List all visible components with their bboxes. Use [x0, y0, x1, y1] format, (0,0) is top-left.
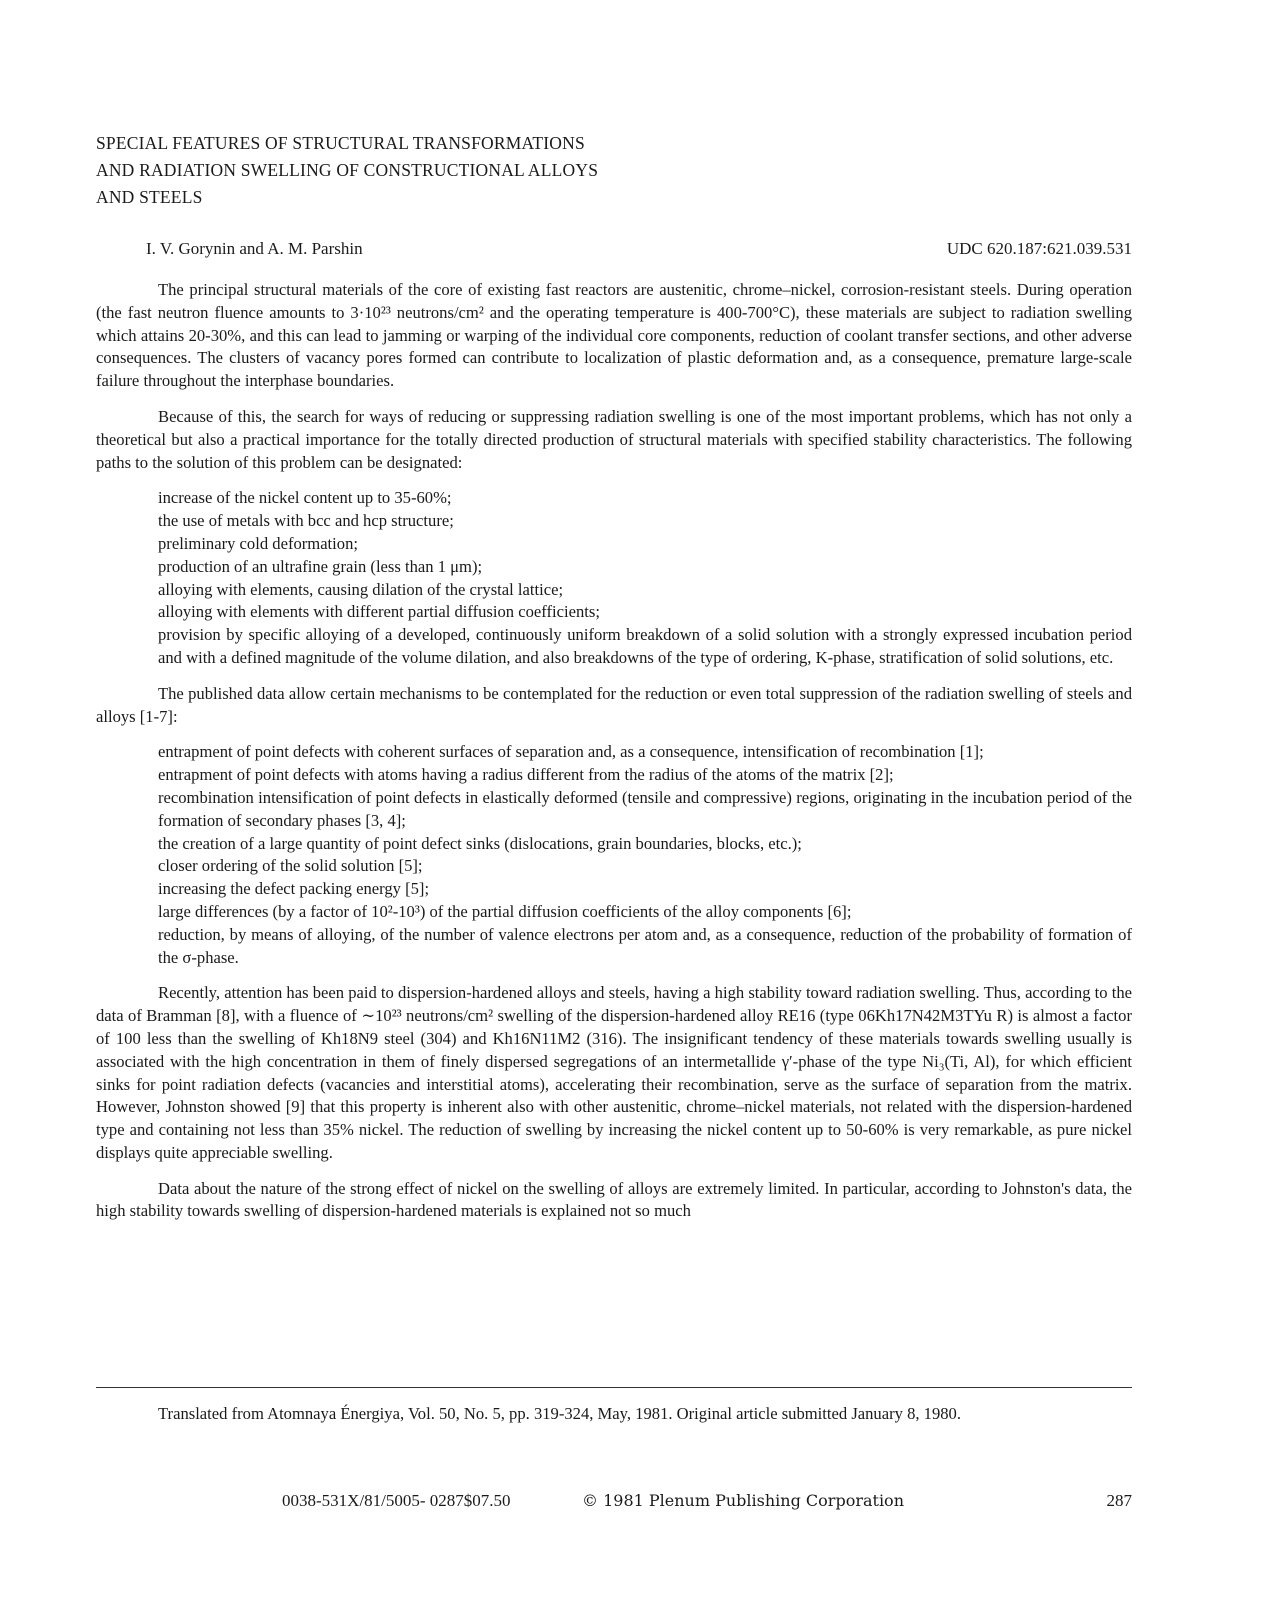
list-item: large differences (by a factor of 10²-10³) of the partial diffusion coefficients of the alloy components [6];	[158, 901, 852, 921]
list-item: reduction, by means of alloying, of the number of valence electrons per atom and, as a consequence, reduction of the probability of formation of the σ-phase.	[158, 924, 1132, 967]
list-item: recombination intensification of point defects in elastically deformed (tensile and compressive) regions, originating in the incubation period of the formation of secondary phases [3, 4];	[158, 787, 1132, 830]
udc-code: UDC 620.187:621.039.531	[946, 239, 1132, 258]
authors: I. V. Gorynin and A. M. Parshin	[146, 239, 363, 258]
paragraph-1: The principal structural materials of the core of existing fast reactors are austenitic, chrome–nickel, corrosion-resistant steels. During operation (the fast neutron fluence amounts to 3·10²³ neutrons/cm² and the operating temperature is 400-700°C), these materials are subject to radiation swelling which attains 20-30%, and this can lead to jamming or warping of the individual core components, reduction of coolant transfer sections, and other adverse consequences. The clusters of vacancy pores formed can contribute to localization of plastic deformation and, as a consequence, premature large-scale failure throughout the interphase boundaries.	[96, 280, 1132, 391]
article-body	[96, 279, 1132, 1236]
article-title	[96, 130, 598, 211]
title-line-2: AND RADIATION SWELLING OF CONSTRUCTIONAL ALLOYS	[96, 160, 599, 180]
list-item: entrapment of point defects with atoms having a radius different from the radius of the atoms of the matrix [2];	[158, 765, 894, 785]
list-item: provision by specific alloying of a developed, continuously uniform breakdown of a solid solution with a strongly expressed incubation period and with a defined magnitude of the volume dilation, and also breakdowns of the type of ordering, K-phase, stratification of solid solutions, etc.	[158, 625, 1132, 667]
list-item: the creation of a large quantity of point defect sinks (dislocations, grain boundaries, blocks, etc.);	[158, 833, 802, 853]
paragraph-5: Data about the nature of the strong effect of nickel on the swelling of alloys are extremely limited. In particular, according to Johnston's data, the high stability towards swelling of dispersion-hardened materials is explained not so much	[96, 1178, 1132, 1221]
paragraph-3: The published data allow certain mechanisms to be contemplated for the reduction or even total suppression of the radiation swelling of steels and alloys [1-7]:	[96, 683, 1132, 726]
list-item: preliminary cold deformation;	[158, 533, 358, 553]
list-item: increase of the nickel content up to 35-60%;	[158, 488, 452, 508]
paragraph-4: Recently, attention has been paid to dispersion-hardened alloys and steels, having a high stability toward radiation swelling. Thus, according to the data of Bramman [8], with a fluence of ∼10²³ neutrons/cm² swelling of the dispersion-hardened alloy RE16 (type 06Kh17N42M3TYu R) is almost a factor of 100 less than the swelling of Kh18N9 steel (304) and Kh16N11M2 (316). The insignificant tendency of these materials towards swelling usually is associated with the high concentration in them of finely dispersed segregations of an intermetallide γ′-phase of the type Ni₃(Ti, Al), for which efficient sinks for point radiation defects (vacancies and interstitial atoms), accelerating their recombination, serve as the surface of separation from the matrix. However, Johnston showed [9] that this property is inherent also with other austenitic, chrome–nickel materials, not related with the dispersion-hardened type and containing not less than 35% nickel. The reduction of swelling by increasing the nickel content up to 50-60% is very remarkable, as pure nickel displays quite appreciable swelling.	[96, 983, 1132, 1162]
copyright-notice: © 1981 Plenum Publishing Corporation	[582, 1491, 904, 1510]
footnote-divider	[96, 1387, 1132, 1388]
list-item: alloying with elements, causing dilation of the crystal lattice;	[158, 579, 564, 599]
solution-paths-list	[96, 487, 1132, 669]
list-item: increasing the defect packing energy [5];	[158, 879, 430, 899]
page-number: 287	[1106, 1491, 1132, 1510]
title-line-1: SPECIAL FEATURES OF STRUCTURAL TRANSFORMATIONS	[96, 133, 585, 153]
article-code: 0038-531X/81/5005- 0287$07.50	[282, 1491, 511, 1510]
translation-footnote: Translated from Atomnaya Énergiya, Vol. 50, No. 5, pp. 319-324, May, 1981. Original article submitted January 8, 1980.	[158, 1404, 961, 1423]
list-item: alloying with elements with different partial diffusion coefficients;	[158, 602, 600, 622]
list-item: entrapment of point defects with coherent surfaces of separation and, as a consequence, intensification of recombination [1];	[158, 742, 984, 762]
mechanisms-list	[96, 741, 1132, 969]
paragraph-2: Because of this, the search for ways of reducing or suppressing radiation swelling is one of the most important problems, which has not only a theoretical but also a practical importance for the totally directed production of structural materials with specified stability characteristics. The following paths to the solution of this problem can be designated:	[96, 406, 1132, 472]
list-item: the use of metals with bcc and hcp structure;	[158, 511, 454, 531]
list-item: production of an ultrafine grain (less than 1 μm);	[158, 556, 483, 576]
title-line-3: AND STEELS	[96, 187, 203, 207]
list-item: closer ordering of the solid solution [5];	[158, 856, 423, 876]
